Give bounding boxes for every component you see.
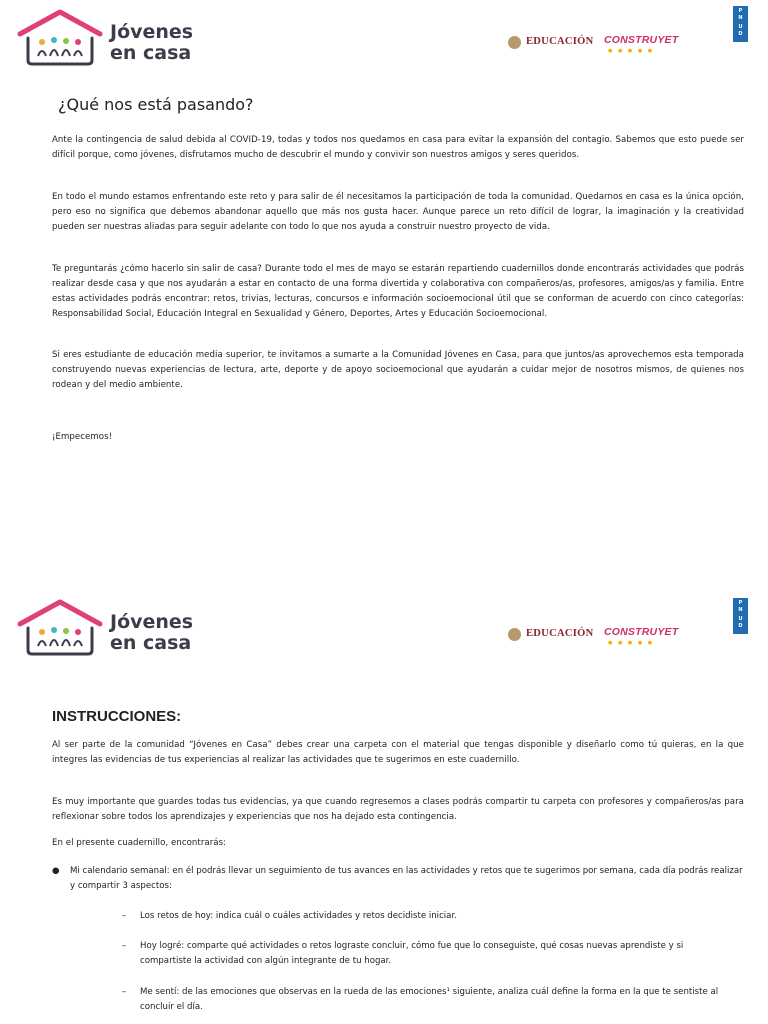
page-header — [0, 590, 768, 670]
dash-icon: – — [122, 941, 127, 951]
dash-icon: – — [122, 911, 127, 921]
mexico-seal-icon — [508, 628, 521, 641]
construye-dots-icon: ● ● ● ● ● — [608, 48, 655, 54]
construye-dots-icon: ● ● ● ● ● — [608, 640, 655, 646]
paragraph: Si eres estudiante de educación media superior, te invitamos a sumarte a la Comunidad Jóvenes en Casa, para que juntos/as aprovechemos esta temporada construyendo nuevas experiencias de lectura, arte, deporte y de apoyo socioemocional que ayudarán a cuidar mejor de nosotros mismos, de quienes nos rodean y del medio ambiente. — [52, 350, 744, 390]
dash-icon: – — [122, 987, 127, 997]
undp-logo-icon: P N U D — [733, 598, 748, 634]
page-title: ¿Qué nos está pasando? — [58, 95, 254, 114]
partner-logos — [508, 6, 748, 70]
logo-title: Jóvenes en casa — [110, 611, 194, 654]
document-page-2: Jóvenes en casa EDUCACIÓN CONSTRUYET ● ● ● ● ● P N U D INSTRUCCIONES: Al ser parte de la comunidad “Jóvenes en Casa” debes crear una carpeta con el material que tengas disponible y diseñarlo como tú quieras, en la que integres las evidencias de tus experiencias al realizar las actividades que te sugerimos en este cuadernillo. Es muy importante que guardes todas tus evidencias, ya que cuando regresemos a clases podrás compartir tu carpeta con profesores y compañeros/as para reflexionar sobre todos los aprendizajes y experiencias que nos ha dejado esta contingencia. En el presente cuadernillo, encontrarás: ● Mi calendario semanal: en él podrás llevar un seguimiento de tus avances en las actividades y retos que te sugerimos por semana, cada día podrás realizar y compartir 3 aspectos: – Los retos de hoy: indica cuál o cuáles actividades y retos decidiste iniciar. – Hoy logré: comparte qué actividades o retos lograste concluir, cómo fue que lo conseguiste, qué cosas nuevas aprendiste y si compartiste la actividad con algún integrante de tu hogar. – Me sentí: de las emociones que observas en la rueda de las emociones¹ siguiente, analiza cuál define la forma en la que te sentiste al concluir el día. — [0, 590, 768, 1024]
bullet-icon: ● — [52, 866, 60, 876]
construye-t-logo-text: CONSTRUYET — [604, 626, 679, 638]
partner-logos — [508, 598, 748, 662]
sep-logo-text: EDUCACIÓN — [526, 628, 594, 639]
paragraph: En todo el mundo estamos enfrentando este reto y para salir de él necesitamos la participación de toda la comunidad. Quedarnos en casa es la única opción, pero eso no significa que debemos abandonar aquello que más nos gusta hacer. Aunque parece un reto difícil de lograr, la imaginación y la creatividad pueden ser nuestras aliadas para seguir adelante con todo lo que nos ayuda a construir nuestro proyecto de vida. — [52, 192, 744, 232]
paragraph: Te preguntarás ¿cómo hacerlo sin salir de casa? Durante todo el mes de mayo se estarán repartiendo cuadernillos donde encontrarás actividades que podrás realizar desde casa y que nos ayudarán a estar en contacto de una forma divertida y colaborativa con compañeros/as, profesores, amigos/as y familia. Entre estas actividades podrás encontrar: retos, trivias, lecturas, concursos e información socioemocional útil que se conforman de acuerdo con cinco categorías: Responsabilidad Social, Educación Integral en Sexualidad y Género, Deportes, Artes y Educación Socioemocional. — [52, 264, 744, 319]
paragraph: Ante la contingencia de salud debida al COVID-19, todas y todos nos quedamos en casa para evitar la expansión del contagio. Sabemos que esto puede ser difícil porque, como jóvenes, disfrutamos mucho de descubrir el mundo y convivir son nuestros amigos y seres queridos. — [52, 135, 744, 160]
section-heading: INSTRUCCIONES: — [52, 708, 182, 725]
page-header — [0, 0, 768, 80]
closing-line: ¡Empecemos! — [52, 432, 113, 442]
paragraph: Al ser parte de la comunidad “Jóvenes en Casa” debes crear una carpeta con el material que tengas disponible y diseñarlo como tú quieras, en la que integres las evidencias de tus experiencias al realizar las actividades que te sugerimos en este cuadernillo. — [52, 740, 744, 765]
mexico-seal-icon — [508, 36, 521, 49]
logo-title: Jóvenes en casa — [110, 21, 194, 64]
paragraph: Es muy importante que guardes todas tus evidencias, ya que cuando regresemos a clases podrás compartir tu carpeta con profesores y compañeros/as para reflexionar sobre todos los aprendizajes y experiencias que nos ha dejado esta contingencia. — [52, 797, 744, 822]
paragraph: En el presente cuadernillo, encontrarás: — [52, 838, 227, 848]
construye-t-logo-text: CONSTRUYET — [604, 34, 679, 46]
sep-logo-text: EDUCACIÓN — [526, 36, 594, 47]
undp-logo-icon: P N U D — [733, 6, 748, 42]
